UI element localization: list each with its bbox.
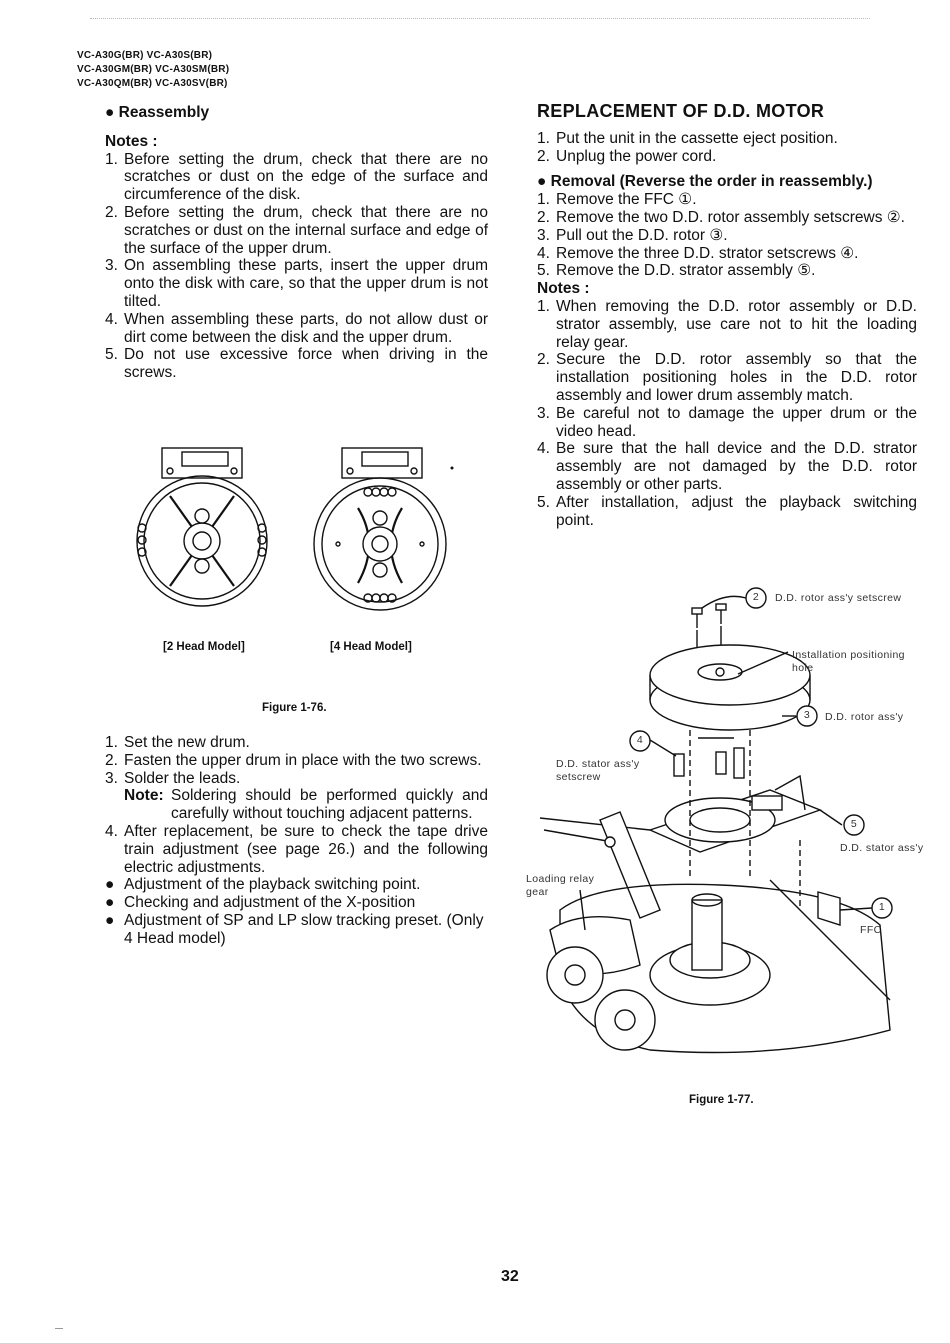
list-item: 2. Unplug the power cord.: [537, 147, 717, 165]
label-ffc: FFC: [860, 924, 882, 936]
ffc-drawing: [818, 892, 872, 925]
right-notes-list: [537, 298, 917, 529]
list-item: ● Checking and adjustment of the X-position: [105, 894, 416, 912]
list-item: 4. After replacement, be sure to check the tape drive train adjustment (see page 26.) and the following electric adjustments.: [105, 822, 488, 876]
right-column: [537, 103, 917, 529]
page-number: 32: [501, 1268, 519, 1285]
removal-list: [537, 191, 917, 280]
adjustments-list: [105, 876, 488, 947]
figure77-caption: Figure 1-77.: [689, 1094, 754, 1106]
figure76-caption: Figure 1-76.: [262, 702, 327, 714]
label-4head-model: [4 Head Model]: [330, 641, 412, 653]
rotor-drawing: [650, 645, 810, 730]
note-label: Note:: [124, 787, 164, 805]
list-item: 5. Do not use excessive force when driving in the screws.: [105, 346, 488, 382]
reassembly-heading: ● Reassembly: [105, 104, 210, 121]
callout-number: 2: [752, 591, 760, 603]
list-item: 2. Secure the D.D. rotor assembly so that the installation positioning holes in the D.D. rotor assembly and lower drum assembly match.: [537, 351, 917, 404]
list-item: 4. Remove the three D.D. strator setscrews ④.: [537, 244, 859, 262]
list-item: 4. When assembling these parts, do not allow dust or dirt come between the disk and the upper drum.: [105, 310, 488, 346]
callout-number: 5: [850, 818, 858, 830]
list-item: 4. Be sure that the hall device and the D.D. strator assembly are not damaged by the D.D. rotor assembly or other parts.: [537, 440, 917, 493]
list-item: 1. Set the new drum.: [105, 734, 250, 751]
left-steps: [105, 734, 488, 948]
model-header: [77, 49, 229, 91]
list-item: 2. Remove the two D.D. rotor assembly setscrews ②.: [537, 208, 905, 226]
list-item: 5. Remove the D.D. strator assembly ⑤.: [537, 262, 816, 280]
left-column: [105, 104, 488, 382]
list-item: 1. Put the unit in the cassette eject position.: [537, 129, 838, 147]
label-rotor-assy: D.D. rotor ass'y: [825, 711, 904, 723]
list-item: ● Adjustment of the playback switching point.: [105, 876, 421, 894]
callout-number: 4: [636, 734, 644, 746]
label-rotor-setscrew: D.D. rotor ass'y setscrew: [775, 592, 902, 604]
model-line: VC-A30G(BR) VC-A30S(BR): [77, 50, 213, 61]
list-item: 1. When removing the D.D. rotor assembly or D.D. strator assembly, use care not to hit the loading relay gear.: [537, 297, 917, 351]
scan-artifact-mark: [55, 1328, 63, 1329]
label-stator-assy: D.D. stator ass'y: [840, 842, 924, 854]
notes-label: Notes :: [537, 280, 590, 298]
drum-2head-drawing: [137, 448, 267, 606]
label-2head-model: [2 Head Model]: [163, 641, 245, 653]
list-item: 2. Fasten the upper drum in place with the two screws.: [105, 751, 482, 769]
label-installation-hole: Installation positioning hole: [792, 649, 905, 674]
steps-list: [105, 734, 488, 787]
list-item: 3. Solder the leads.: [105, 769, 241, 787]
list-item: 3. Be careful not to damage the upper drum or the video head.: [537, 404, 917, 440]
list-item: 1. Remove the FFC ①.: [537, 191, 697, 209]
note-text: Soldering should be performed quickly and carefully without touching adjacent patterns.: [171, 787, 488, 823]
list-item: 2. Before setting the drum, check that there are no scratches or dust on the internal surface and edge of the surface of the upper drum.: [105, 203, 488, 257]
intro-list: [537, 130, 917, 166]
label-loading-relay-gear: Loading relay gear: [526, 873, 595, 898]
drum-diagram-figure76: [130, 438, 460, 618]
callout-number: 1: [878, 901, 886, 913]
list-item: 3. On assembling these parts, insert the upper drum onto the disk with care, so that the upper drum is not tilted.: [105, 257, 488, 310]
list-item: ● Adjustment of SP and LP slow tracking preset. (Only 4 Head model): [105, 911, 484, 947]
list-item: 1. Before setting the drum, check that there are no scratches or dust on the edge of the surface and circumference of the disk.: [105, 150, 488, 204]
stator-setscrews-drawing: [650, 738, 744, 778]
list-item: 3. Pull out the D.D. rotor ③.: [537, 226, 728, 244]
steps-list-cont: [105, 823, 488, 876]
drum-4head-drawing: [314, 448, 454, 610]
model-line: VC-A30QM(BR) VC-A30SV(BR): [77, 78, 228, 89]
solder-note: [105, 787, 488, 823]
callout-number: 3: [803, 709, 811, 721]
section-title: REPLACEMENT OF D.D. MOTOR: [537, 101, 825, 121]
notes-list: [105, 151, 488, 382]
scan-artifact-line: [90, 18, 870, 19]
list-item: 5. After installation, adjust the playback switching point.: [537, 493, 917, 529]
removal-heading: ● Removal (Reverse the order in reassembly.): [537, 173, 873, 191]
notes-label: Notes :: [105, 132, 158, 150]
label-stator-setscrew: D.D. stator ass'y setscrew: [556, 758, 640, 783]
model-line: VC-A30GM(BR) VC-A30SM(BR): [77, 64, 230, 75]
